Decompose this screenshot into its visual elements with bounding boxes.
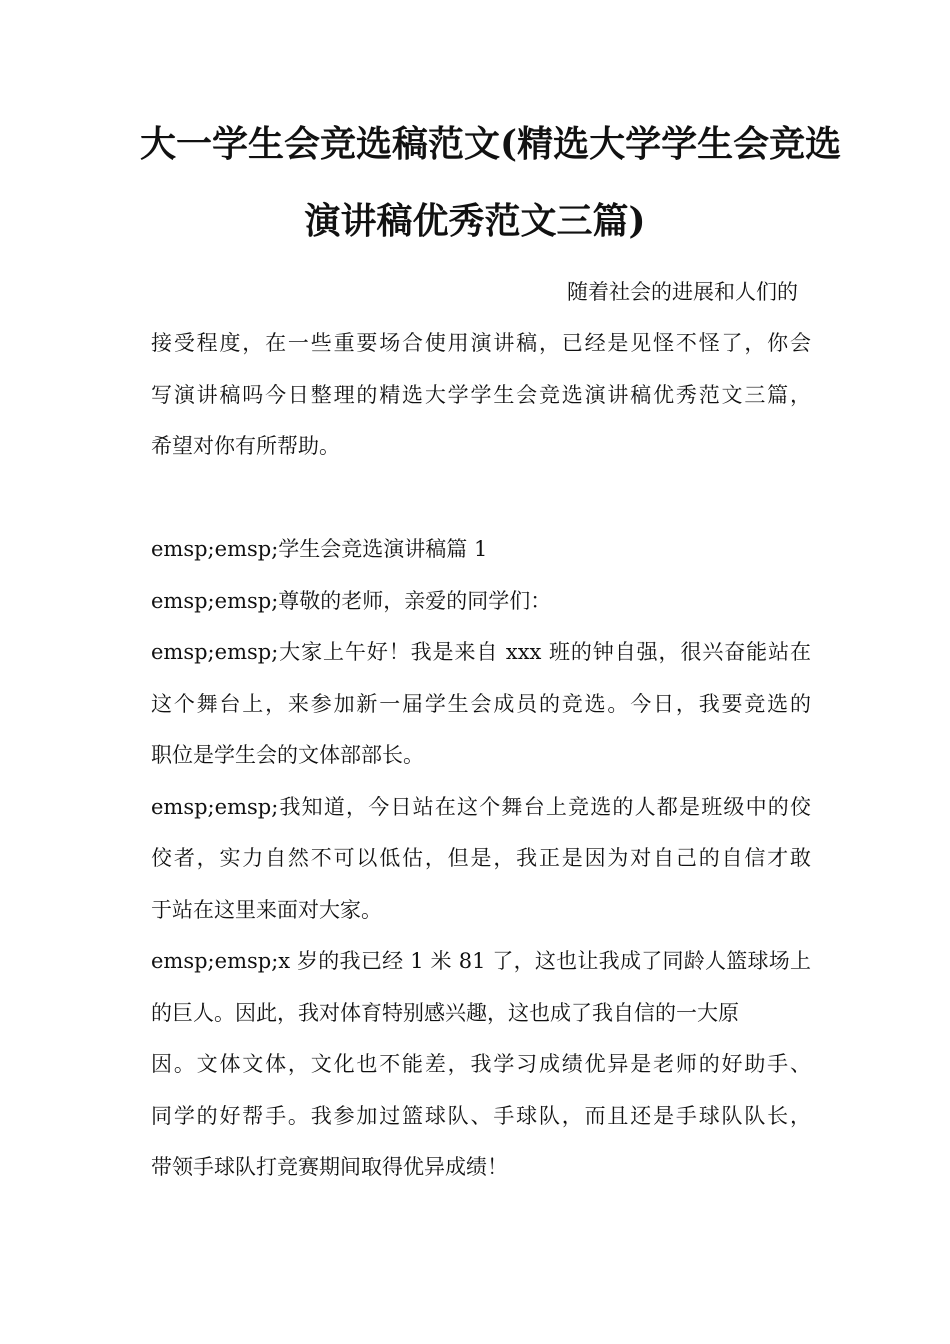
intro-line: 希望对你有所帮助。 (151, 434, 340, 458)
intro-line: 写演讲稿吗今日整理的精选大学学生会竞选演讲稿优秀范文三篇， (151, 383, 811, 407)
intro-line: 接受程度，在一些重要场合使用演讲稿，已经是见怪不怪了，你会 (151, 331, 811, 355)
body-line: emsp;emsp;尊敬的老师，亲爱的同学们： (151, 589, 552, 613)
body-line: 这个舞台上，来参加新一届学生会成员的竞选。今日，我要竞选的 (151, 692, 811, 716)
body-line: 佼者，实力自然不可以低估，但是，我正是因为对自己的自信才敢 (151, 846, 811, 870)
title-paren-close: ) (628, 200, 646, 242)
body-line: 职位是学生会的文体部部长。 (151, 743, 424, 767)
body-line: 于站在这里来面对大家。 (151, 898, 382, 922)
intro-line: 随着社会的进展和人们的 (567, 280, 798, 304)
document-title-line-2 (140, 199, 810, 243)
body-line: emsp;emsp;我知道，今日站在这个舞台上竞选的人都是班级中的佼 (151, 795, 811, 819)
body-line: emsp;emsp;x 岁的我已经 1 米 81 了，这也让我成了同龄人篮球场上 (151, 949, 811, 973)
body-line: 因。文体文体，文化也不能差，我学习成绩优异是老师的好助手、 (151, 1052, 811, 1076)
body-line: 带领手球队打竞赛期间取得优异成绩！ (151, 1155, 508, 1179)
body-line: 同学的好帮手。我参加过篮球队、手球队，而且还是手球队队长， (151, 1104, 811, 1128)
document-title-line-1 (140, 122, 842, 166)
body-line: emsp;emsp;大家上午好！我是来自 xxx 班的钟自强，很兴奋能站在 (151, 640, 811, 664)
title-text-part: 大一学生会竞选稿范文 (140, 123, 501, 165)
title-text-part: 精选大学学生会竞选 (517, 123, 842, 165)
body-line: emsp;emsp;学生会竞选演讲稿篇 1 (151, 537, 488, 561)
title-paren-open: ( (500, 123, 518, 165)
title-text-part: 演讲稿优秀范文三篇 (304, 200, 629, 242)
body-line: 的巨人。因此，我对体育特别感兴趣，这也成了我自信的一大原 (151, 1001, 739, 1025)
